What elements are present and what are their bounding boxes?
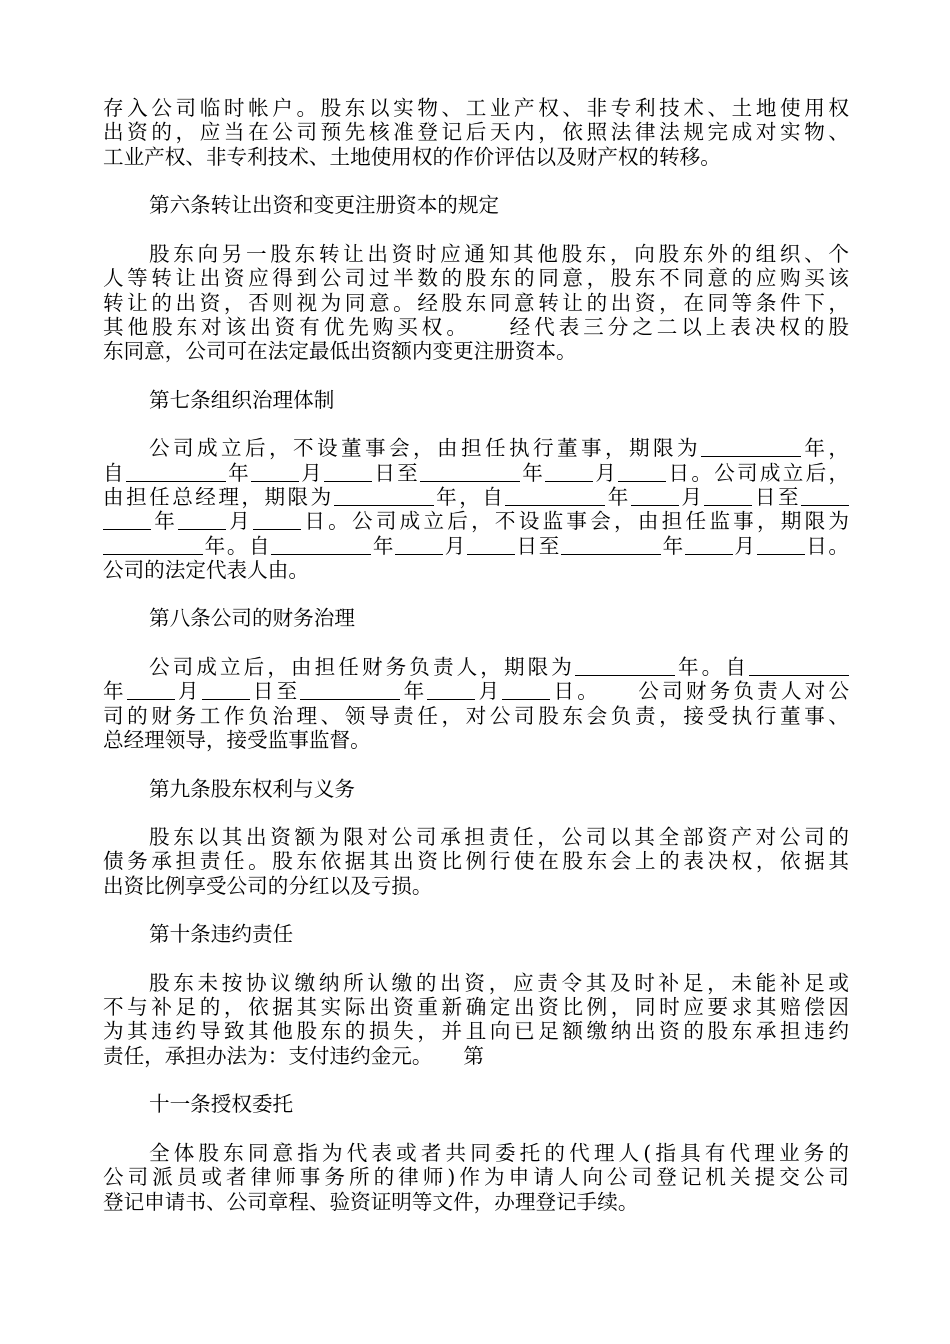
text-line: 东同意，公司可在法定最低出资额内变更注册资本。 [103,339,577,364]
text-line: 全体股东同意指为代表或者共同委托的代理人(指具有代理业务的 [149,1140,849,1165]
text-line: 登记申请书、公司章程、验资证明等文件，办理登记手续。 [103,1189,639,1214]
text-line: 工业产权、非专利技术、土地使用权的作价评估以及财产权的转移。 [103,144,721,169]
text-line: 由担任总经理，期限为 年，自 年 月 日至 [103,485,849,509]
text-line: 股东向另一股东转让出资时应通知其他股东，向股东外的组织、个 [149,241,849,266]
text-line: 出资的，应当在公司预先核准登记后天内，依照法律法规完成对实物、 [103,120,849,145]
text-line: 其他股东对该出资有优先购买权。 经代表三分之二以上表决权的股 [103,314,849,339]
text-line: 人等转让出资应得到公司过半数的股东的同意，股东不同意的应购买该 [103,266,849,291]
text-line: 存入公司临时帐户。股东以实物、工业产权、非专利技术、土地使用权 [103,96,849,120]
article-7-title: 第七条组织治理体制 [149,387,335,412]
text-line: 股东未按协议缴纳所认缴的出资，应责令其及时补足，未能补足或 [149,970,849,995]
text-line: 转让的出资，否则视为同意。经股东同意转让的出资，在同等条件下， [103,290,849,315]
text-line: 总经理领导，接受监事监督。 [103,727,371,752]
intro-paragraph [103,96,849,169]
text-line: 年。自 年 月 日至 年 月 日。 [103,534,849,558]
text-line: 自 年 月 日至 年 月 日。公司成立后， [103,460,850,485]
text-line: 年 月 日至 年 月 日。 公司财务负责人对公 [103,679,850,704]
text-line: 出资比例享受公司的分红以及亏损。 [103,873,433,898]
document-page [103,96,849,1214]
article-6-title: 第六条转让出资和变更注册资本的规定 [149,193,500,218]
article-8-title: 第八条公司的财务治理 [149,606,355,631]
article-11-body [103,1141,849,1214]
article-7-body [103,436,849,582]
text-line: 公司派员或者律师事务所的律师)作为申请人向公司登记机关提交公司 [103,1165,849,1190]
article-9-body [103,825,849,898]
article-8-body [103,655,849,752]
text-line: 公司成立后，由担任财务负责人，期限为 年。自 [103,655,849,679]
article-9-title: 第九条股东权利与义务 [149,776,355,801]
text-line: 公司的法定代表人由。 [103,557,309,582]
text-line: 不与补足的，依据其实际出资重新确定出资比例，同时应要求其赔偿因 [103,995,849,1020]
article-6-body [103,242,849,363]
text-line: 年 月 日。公司成立后，不设监事会，由担任监事，期限为 [103,509,849,533]
article-11-title: 十一条授权委托 [149,1092,294,1117]
text-line: 为其违约导致其他股东的损失，并且向已足额缴纳出资的股东承担违约 [103,1019,849,1044]
text-line: 责任，承担办法为：支付违约金元。 第 [103,1043,484,1068]
article-10-title: 第十条违约责任 [149,922,294,947]
article-10-body [103,971,849,1068]
text-line: 债务承担责任。股东依据其出资比例行使在股东会上的表决权，依据其 [103,849,849,874]
text-line: 司的财务工作负治理、领导责任，对公司股东会负责，接受执行董事、 [103,703,849,728]
text-line: 股东以其出资额为限对公司承担责任，公司以其全部资产对公司的 [149,825,849,850]
text-line: 公司成立后，不设董事会，由担任执行董事，期限为 年， [149,436,849,461]
